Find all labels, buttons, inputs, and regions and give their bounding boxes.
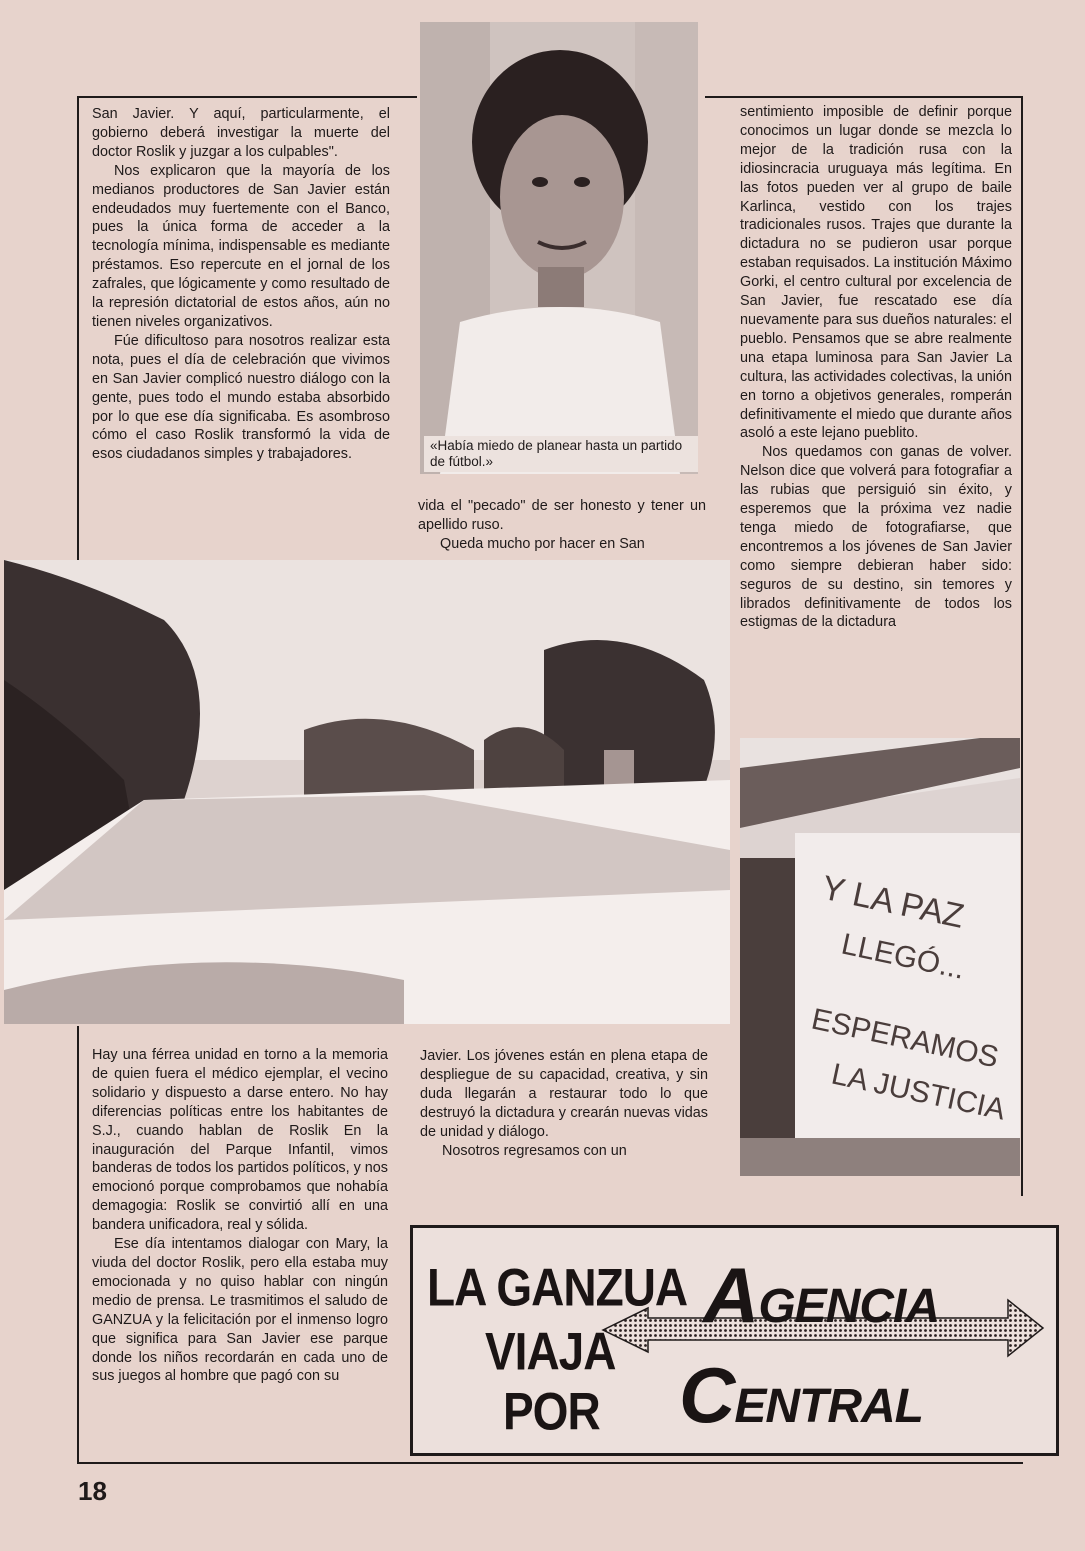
middle-column-top xyxy=(418,497,706,554)
road-photo xyxy=(4,560,730,1024)
paragraph: San Javier. Y aquí, particularmente, el gobierno deberá investigar la muerte del doctor Roslik y juzgar a los culpables". xyxy=(92,106,390,160)
brand-agencia-rest: GENCIA xyxy=(758,1280,940,1333)
ad-line-la-ganzua: LA GANZUA xyxy=(427,1257,688,1317)
paragraph: Nos quedamos con ganas de volver. Nelson dice que volverá para fotografiar a las rubias que persiguió sin éxito, y esperemos que la próxima vez nadie tenga miedo de fotografiarse, que encontremos a los jóvenes de San Javier como siempre debieran haber sido: seguros de su destino, sin temores y librados definitivamente de todos los estigmas de la dictadura xyxy=(740,444,1012,631)
article-frame-bottom xyxy=(77,1462,1023,1464)
portrait-caption: «Había miedo de planear hasta un partido de fútbol.» xyxy=(424,436,698,472)
paragraph: Fúe dificultoso para nosotros realizar esta nota, pues el día de celebración que vivimos en San Javier complicó nuestro diálogo con la gente, pues todo el mundo estaba absorbido por lo que ese día significaba. Es asombroso cómo el caso Roslik transformó la vida de esos ciudadanos simples y trabajadores. xyxy=(92,332,390,463)
paragraph: Hay una férrea unidad en torno a la memoria de quien fuera el médico ejemplar, el vecino solidario y dispuesto a darse entero. No hay diferencias políticas entre los habitantes de S.J., cuando hablan de Roslik En la inauguración del Parque Infantil, vimos banderas de todos los partidos políticos, y nos emocionó porque comprobamos que nohabía demagogia: Roslik se convirtió allí en una bandera unificadora, real y sólida. xyxy=(92,1047,388,1234)
paragraph: Javier. Los jóvenes están en plena etapa de despliegue de su capacidad, creativa, y sin duda llegarán a restaurar todo lo que destruyó la dictadura y crearán nuevas vidas de unidad y diálogo. xyxy=(420,1048,708,1140)
ad-line-por: POR xyxy=(503,1381,600,1441)
svg-text:ESPERAMOS: ESPERAMOS xyxy=(808,1002,1002,1075)
paragraph: Nos explicaron que la mayoría de los medianos productores de San Javier están endeudados muy fuertemente con el Banco, pues la única forma de acceder a la tecnología mínima, indispensable es mediante préstamos. Eso repercute en el jornal de los zafrales, que lógicamente y como resultado de la represión dictatorial de estos años, aún no tienen niveles organizativos. xyxy=(92,162,390,330)
paragraph: Ese día intentamos dialogar con Mary, la viuda del doctor Roslik, pero ella estaba muy emocionada y no quiso hablar con ningún medio de prensa. Le trasmitimos el saludo de GANZUA y la felicitación por el inmenso logro que significa para San Javier ese parque donde los niños recordarán en cada uno de sus juegos al hombre que pagó con su xyxy=(92,1236,388,1385)
page-number: 18 xyxy=(78,1476,107,1506)
right-column-top xyxy=(740,103,1012,632)
mural-illustration xyxy=(740,738,1020,1176)
middle-column-bottom xyxy=(420,1047,708,1160)
svg-text:Y LA PAZ: Y LA PAZ xyxy=(818,868,968,936)
paragraph: Nosotros regresamos con un xyxy=(442,1142,627,1159)
article-frame-left-low xyxy=(77,1026,79,1463)
brand-central xyxy=(679,1350,923,1441)
portrait-illustration xyxy=(420,22,698,474)
left-column-bottom xyxy=(92,1046,388,1386)
brand-agencia-initial: A xyxy=(703,1251,759,1339)
article-frame-right xyxy=(705,96,1023,98)
agencia-central-ad xyxy=(410,1225,1059,1456)
ad-line-viaja: VIAJA xyxy=(485,1321,616,1381)
brand-central-rest: ENTRAL xyxy=(734,1380,923,1433)
paragraph: Queda mucho por hacer en San xyxy=(440,535,645,552)
article-frame-right-side xyxy=(1021,96,1023,1196)
svg-text:LLEGÓ...: LLEGÓ... xyxy=(838,927,968,986)
paragraph: sentimiento imposible de definir porque conocimos un lugar donde se mezcla lo mejor de la tradición rusa con la idiosincracia uruguaya más legítima. En las fotos pueden ver al grupo de baile Karlinca, vestido con los trajes tradicionales rusos. Trajes que durante la dictadura no se pudieron usar porque estaban requisados. La institución Máximo Gorki, el centro cultural por excelencia de San Javier, fue rescatado ese día nuevamente para sus dueños naturales: el pueblo. Pensamos que se abre realmente una etapa luminosa para San Javier La cultura, las actividades colectivas, la unión en torno a objetivos generales, romperán definitivamente el miedo que durante años asoló a este lejano pueblito. xyxy=(740,104,1013,442)
left-column-top xyxy=(92,105,390,464)
svg-text:LA JUSTICIA: LA JUSTICIA xyxy=(828,1057,1009,1127)
mural-photo xyxy=(740,738,1020,1176)
road-illustration xyxy=(4,560,730,1024)
portrait-photo xyxy=(420,22,698,474)
brand-central-initial: C xyxy=(679,1351,735,1439)
paragraph: vida el "pecado" de ser honesto y tener un apellido ruso. xyxy=(418,498,706,533)
brand-agencia xyxy=(703,1250,939,1341)
